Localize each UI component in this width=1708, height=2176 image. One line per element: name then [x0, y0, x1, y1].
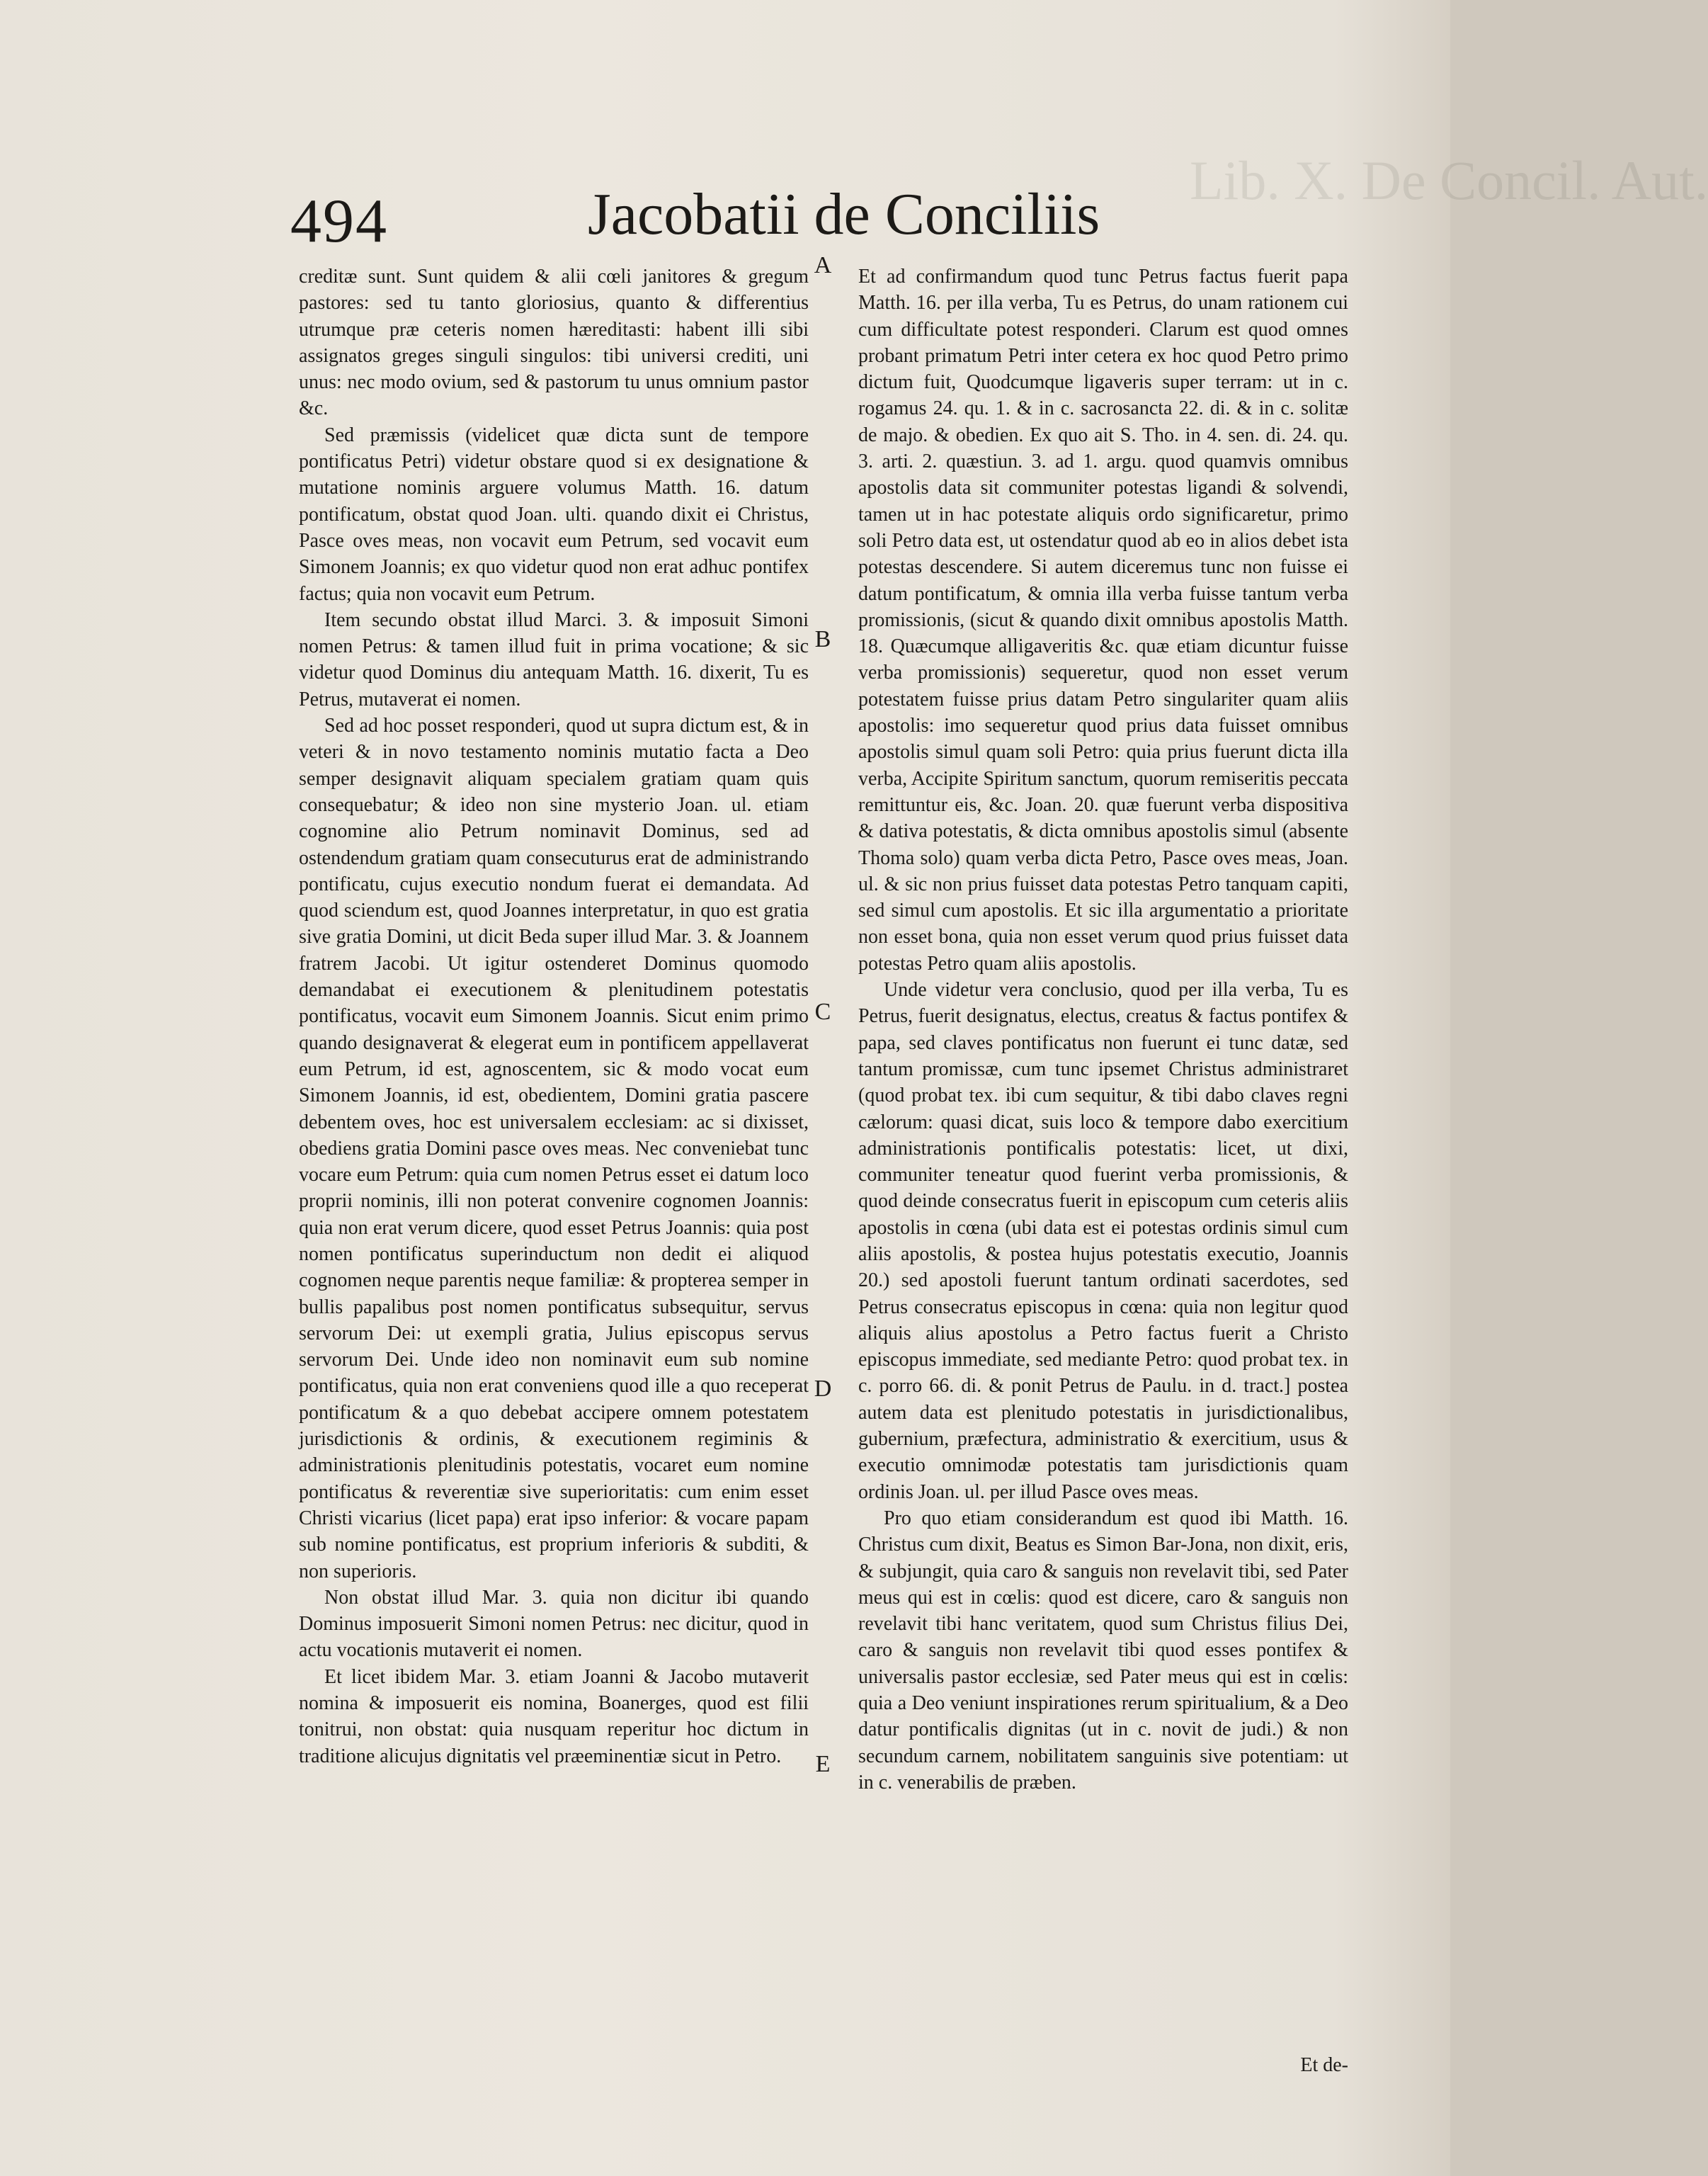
left-paragraph-4: Sed ad hoc posset responderi, quod ut supra dictum est, & in veteri & in novo testamento nominis mutatio facta a Deo semper designavit aliquam specialem gratiam quam quis consequebatur; & ideo non sine mysterio Joan. ul. etiam cognomine alio Petrum nominavit Dominus, sed ad ostendendum gratiam quam consecuturus erat de administrando pontificatu, cujus executio nondum fuerat ei demandata. Ad quod sciendum est, quod Joannes interpretatur, in quo est gratia sive gratia Domini, ut dicit Beda super illud Mar. 3. & Joannem fratrem Jacobi. Ut igitur ostenderet Dominus quomodo demandabat ei executionem & plenitudinem potestatis pontificatus, vocavit eum Simonem Joannis. Sicut enim primo quando designaverat & elegerat eum in pontificem appellaverat eum Petrum, id est, agnoscentem, sic & modo vocat eum Simonem Joannis, id est, obedientem, Domini gratia pascere debentem oves, hoc est universalem ecclesiam: ac si dixisset, obediens gratia Domini pasce oves meas. Nec conveniebat tunc vocare eum Petrum: quia cum nomen Petrus esset ei datum loco proprii nominis, illi non poterat convenire cognomen Joannis: quia non erat verum dicere, quod esset Petrus Joannis: quia post nomen pontificatus superinductum non dedit ei aliquod cognomen neque parentis neque familiæ: & propterea semper in bullis papalibus post nomen pontificatus subsequitur, servus servorum Dei: ut exempli gratia, Julius episcopus servus servorum Dei. Unde ideo non nominavit eum sub nomine pontificatus, quia non erat conveniens quod ille a quo receperat pontificatum & a quo debebat accipere omnem potestatem jurisdictionis & ordinis, & executionem regiminis & administrationis plenitudinis potestatis, vocaret eum nomine pontificatus & reverentiæ sive superioritatis: cum enim esset Christi vicarius (licet papa) erat ipso inferior: & vocare papam sub nomine pontificatus, est proprium inferioris & subditi, & non superioris. [299, 715, 809, 1582]
bleed-through-text: Lib. X. De Concil. Aut. [1190, 149, 1708, 211]
left-paragraph-5: Non obstat illud Mar. 3. quia non dicitur ibi quando Dominus imposuerit Simoni nomen Petrus: nec dicitur, quod in actu vocationis mutaverit ei nomen. [299, 1586, 809, 1662]
right-paragraph-2: Unde videtur vera conclusio, quod per illa verba, Tu es Petrus, fuerit designatus, electus, creatus & factus pontifex & papa, sed claves pontificatus non fuerunt ei tunc datæ, sed tantum promissæ, cum tunc ipsemet Christus administraret (quod probat tex. ibi cum sequitur, & tibi dabo claves regni cælorum: quasi dicat, suis loco & tempore dabo exercitium administrationis pontificalis potestatis: licet, ut dixi, communiter teneatur quod fuerint verba promissionis, & quod deinde consecratus fuerit in episcopum cum ceteris aliis apostolis in cœna (ubi data est ei potestas ordinis simul cum aliis apostolis, & postea hujus potestatis executio, Joannis 20.) sed apostoli fuerunt tantum ordinati sacerdotes, sed Petrus consecratus episcopus in cœna: quia non legitur quod aliquis alius apostolus a Petro factus fuerit a Christo episcopus immediate, sed mediante Petro: quod probat tex. in c. porro 66. di. & ponit Petrus de Paulu. in d. tract.] postea autem data est plenitudo potestatis in jurisdictionalibus, gubernium, præfectura, administratio & exercitium, usus & executio omnimodæ potestatis tam jurisdictionis quam ordinis Joan. ul. per illud Pasce oves meas. [858, 979, 1348, 1503]
margin-letter-d: D [814, 1376, 832, 1402]
left-paragraph-1: creditæ sunt. Sunt quidem & alii cœli janitores & gregum pastores: sed tu tanto gloriosius, quanto & differentius utrumque præ ceteris nomen hæreditasti: habent illi sibi assignatos greges singuli singulos: tibi universi crediti, uni unus: nec modo ovium, sed & pastorum tu unus omnium pastor &c. [299, 266, 809, 420]
catchword: Et de- [1300, 2054, 1348, 2076]
right-paragraph-3: Pro quo etiam considerandum est quod ibi Matth. 16. Christus cum dixit, Beatus es Simon Bar-Jona, non dixit, eris, & subjungit, quia caro & sanguis non revelavit tibi, sed Pater meus qui est in cœlis: quod est dicere, caro & sanguis non revelavit tibi hanc veritatem, quod sum Christus filius Dei, caro & sanguis non revelavit tibi quod esses pontifex & universalis pastor ecclesiæ, sed Pater meus qui est in cœlis: quia a Deo veniunt inspirationes rerum spiritualium, & a Deo datur pontificalis dignitas (ut in c. novit de judi.) & non secundum carnem, nobilitatem sanguinis sive potentiam: ut in c. venerabilis de præben. [858, 1507, 1348, 1794]
margin-letter-a: A [814, 252, 832, 278]
margin-letter-b: B [814, 626, 831, 652]
left-column [299, 264, 809, 1769]
left-paragraph-6: Et licet ibidem Mar. 3. etiam Joanni & Jacobo mutaverit nomina & imposuerit eis nomina, Boanerges, quod est filii tonitrui, non obstat: quia nusquam reperitur hoc dictum in traditione alicujus dignitatis vel præeminentiæ sicut in Petro. [299, 1665, 809, 1767]
left-paragraph-2: Sed præmissis (videlicet quæ dicta sunt de tempore pontificatus Petri) videtur obstare quod si ex designatione & mutatione nominis arguere volumus Matth. 16. datum pontificatum, obstat quod Joan. ulti. quando dixit ei Christus, Pasce oves meas, non vocavit eum Petrum, sed vocavit eum Simonem Joannis; ex quo videtur quod non erat adhuc pontifex factus; quia non vocavit eum Petrum. [299, 424, 809, 605]
margin-letter-e: E [815, 1751, 831, 1777]
right-column [858, 264, 1348, 1796]
running-title: Jacobatii de Conciliis [588, 181, 1100, 247]
page-number: 494 [290, 187, 388, 256]
left-paragraph-3: Item secundo obstat illud Marci. 3. & imposuit Simoni nomen Petrus: & tamen illud fuit in prima vocatione; & sic videtur quod Dominus diu antequam Matth. 16. dixerit, Tu es Petrus, mutaverat ei nomen. [299, 608, 809, 710]
margin-letter-c: C [814, 999, 831, 1025]
right-paragraph-1: Et ad confirmandum quod tunc Petrus factus fuerit papa Matth. 16. per illa verba, Tu es Petrus, do unam rationem cui cum difficultate potest responderi. Clarum est quod omnes probant primatum Petri inter cetera ex hoc quod Petro primo dictum fuit, Quodcumque ligaveris super terram: ut in c. rogamus 24. qu. 1. & in c. sacrosancta 22. di. & in c. solitæ de majo. & obedien. Ex quo ait S. Tho. in 4. sen. di. 24. qu. 3. arti. 2. quæstiun. 3. ad 1. argu. quod quamvis omnibus apostolis data sit communiter potestas ligandi & solvendi, tamen ut in hac potestate aliquis ordo significaretur, primo soli Petro data est, ut ostendatur quod ab eo in alios debet ista potestas descendere. Si autem diceremus tunc non fuisse ei datum pontificatum, & omnia illa verba fuisse tantum verba promissionis, (sicut & quando dixit omnibus apostolis Matth. 18. Quæcumque alligaveritis &c. quæ etiam dicuntur fuisse verba promissionis) sequeretur, quod non esset verum potestatem fuisse prius datam Petro singulariter quam aliis apostolis: imo sequeretur quod prius data fuisset omnibus apostolis simul quam soli Petro: quia prius fuerunt dicta illa verba, Accipite Spiritum sanctum, quorum remiseritis peccata remittuntur eis, &c. Joan. 20. quæ fuerunt verba dispositiva & dativa potestatis, & dicta omnibus apostolis simul (absente Thoma solo) quam verba dicta Petro, Pasce oves meas, Joan. ul. & sic non prius fuisset data potestas Petro tanquam capiti, sed simul cum apostolis. Et sic illa argumentatio a prioritate non esset bona, quia non esset verum quod prius fuisset data potestas Petro quam aliis apostolis. [858, 266, 1349, 975]
